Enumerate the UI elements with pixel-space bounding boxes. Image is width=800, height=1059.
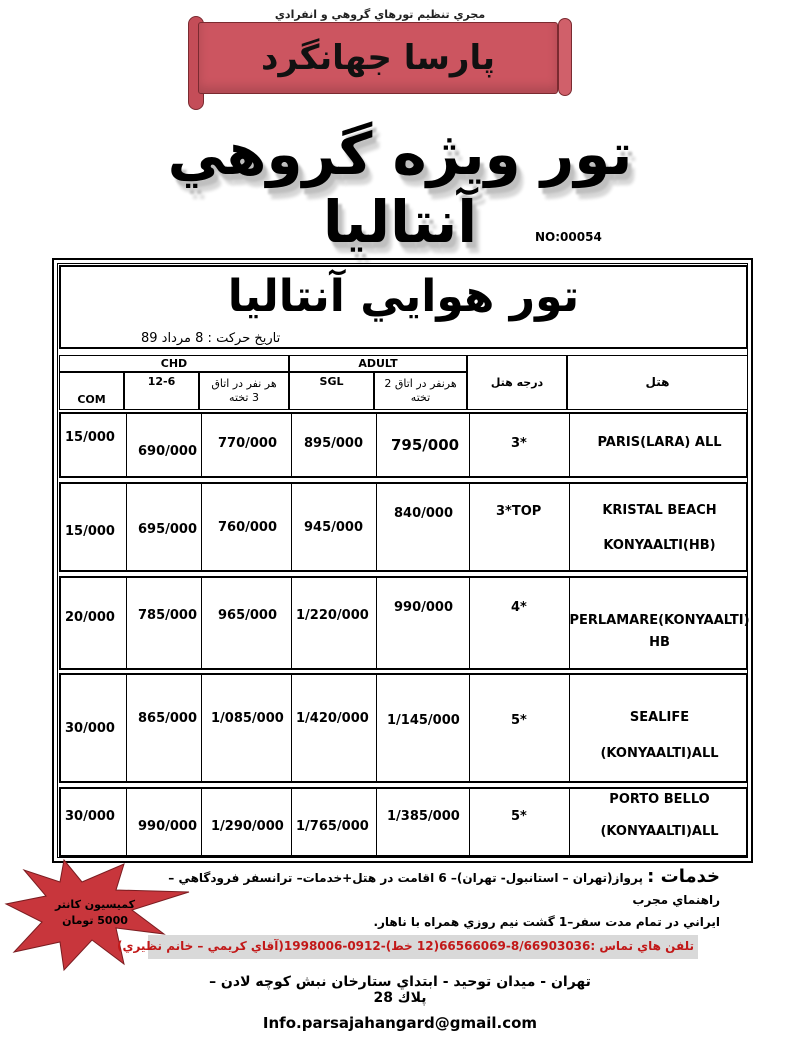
chd-value: 990/000 — [138, 819, 198, 834]
contact-phones: تلفن هاي تماس :8/66903036-66566069(12 خط)-0912-1998006(آقاي كريمي – خانم نظيري) — [148, 935, 698, 959]
chd-triple-value: 770/000 — [218, 436, 278, 451]
hotel-name: SEALIFE — [629, 710, 690, 725]
tour-header — [59, 265, 748, 349]
header-adult-double: هرنفر در اتاق 2 تخته — [374, 372, 467, 410]
services-text-1: پرواز(تهران – استانبول- تهران)– 6 اقامت در هتل+خدمات– ترانسفر فرودگاهي – راهنماي مجرب — [168, 871, 720, 907]
com-value: 30/000 — [65, 809, 115, 824]
page-title: تور ويژه گروهي آنتاليا — [167, 120, 633, 256]
adult-sgl-value: 895/000 — [304, 436, 364, 451]
com-value: 30/000 — [65, 721, 115, 736]
table-row — [59, 787, 748, 857]
hotel-name: PERLAMARE(KONYAALTI) — [569, 613, 750, 628]
departure-date: تاريخ حركت : 8 مرداد 89 — [141, 331, 281, 346]
header-chd-age: 12-6 — [124, 372, 199, 410]
hotel-board: HB — [649, 635, 670, 650]
header-banner — [188, 8, 572, 108]
commission-label: كميسيون كانتر — [54, 898, 136, 911]
commission-text — [30, 897, 160, 929]
hotel-grade-value: 5* — [511, 713, 527, 728]
banner-tagline: مجري تنظيم تورهاي گروهي و انفرادي — [274, 8, 486, 21]
table-row — [59, 673, 748, 783]
com-value: 15/000 — [65, 430, 115, 445]
banner-scroll-right — [558, 18, 572, 96]
adult-sgl-value: 1/220/000 — [296, 608, 369, 623]
services-text-2: ايراني در تمام مدت سفر–1 گشت نيم روزي همراه با ناهار. — [373, 915, 720, 929]
hotel-location: (KONYAALTI)ALL — [600, 746, 719, 761]
header-hotel: هتل — [567, 355, 748, 410]
services-line-1 — [150, 866, 720, 911]
chd-value: 785/000 — [138, 608, 198, 623]
header-chd-triple: هر نفر در اتاق 3 تخته — [199, 372, 289, 410]
chd-value: 690/000 — [138, 444, 198, 459]
chd-triple-value: 1/085/000 — [211, 711, 284, 726]
hotel-grade-value: 5* — [511, 809, 527, 824]
table-row — [59, 576, 748, 670]
company-name: پارسا جهانگرد — [261, 38, 495, 78]
table-row — [59, 482, 748, 572]
adult-sgl-value: 1/765/000 — [296, 819, 369, 834]
chd-triple-value: 760/000 — [218, 520, 278, 535]
hotel-location: KONYAALTI(HB) — [603, 538, 716, 553]
price-table — [52, 258, 753, 863]
adult-double-value: 795/000 — [391, 436, 460, 454]
hotel-name: PORTO BELLO — [609, 792, 710, 807]
hotel-name: KRISTAL BEACH — [602, 503, 717, 518]
chd-value: 695/000 — [138, 522, 198, 537]
adult-sgl-value: 1/420/000 — [296, 711, 369, 726]
header-hotel-grade: درجه هتل — [467, 355, 567, 410]
hotel-grade-value: 3* — [511, 436, 527, 451]
header-com: COM — [59, 372, 124, 410]
header-adult-sgl: SGL — [289, 372, 374, 410]
adult-double-value: 840/000 — [394, 506, 454, 521]
services-label: خدمات : — [647, 866, 720, 887]
contact-email[interactable]: Info.parsajahangard@gmail.com — [262, 1014, 538, 1032]
hotel-location: (KONYAALTI)ALL — [600, 824, 719, 839]
table-row — [59, 412, 748, 478]
commission-amount: 5000 تومان — [62, 914, 128, 927]
tour-title: تور هوايي آنتاليا — [227, 271, 580, 322]
hotel-name: PARIS(LARA) ALL — [597, 435, 722, 450]
chd-triple-value: 965/000 — [218, 608, 278, 623]
adult-double-value: 1/145/000 — [387, 713, 460, 728]
hotel-grade-value: 3*TOP — [496, 504, 542, 519]
com-value: 20/000 — [65, 610, 115, 625]
header-chd-group: CHD — [59, 355, 289, 372]
office-address: تهران - ميدان توحيد - ابتداي ستارخان نبش كوچه لادن – پلاك 28 — [209, 974, 591, 1006]
adult-double-value: 1/385/000 — [387, 809, 460, 824]
header-adult-group: ADULT — [289, 355, 467, 372]
chd-triple-value: 1/290/000 — [211, 819, 284, 834]
com-value: 15/000 — [65, 524, 115, 539]
adult-double-value: 990/000 — [394, 600, 454, 615]
chd-value: 865/000 — [138, 711, 198, 726]
document-number: NO:00054 — [535, 230, 602, 244]
hotel-grade-value: 4* — [511, 600, 527, 615]
services-block — [150, 866, 720, 933]
adult-sgl-value: 945/000 — [304, 520, 364, 535]
